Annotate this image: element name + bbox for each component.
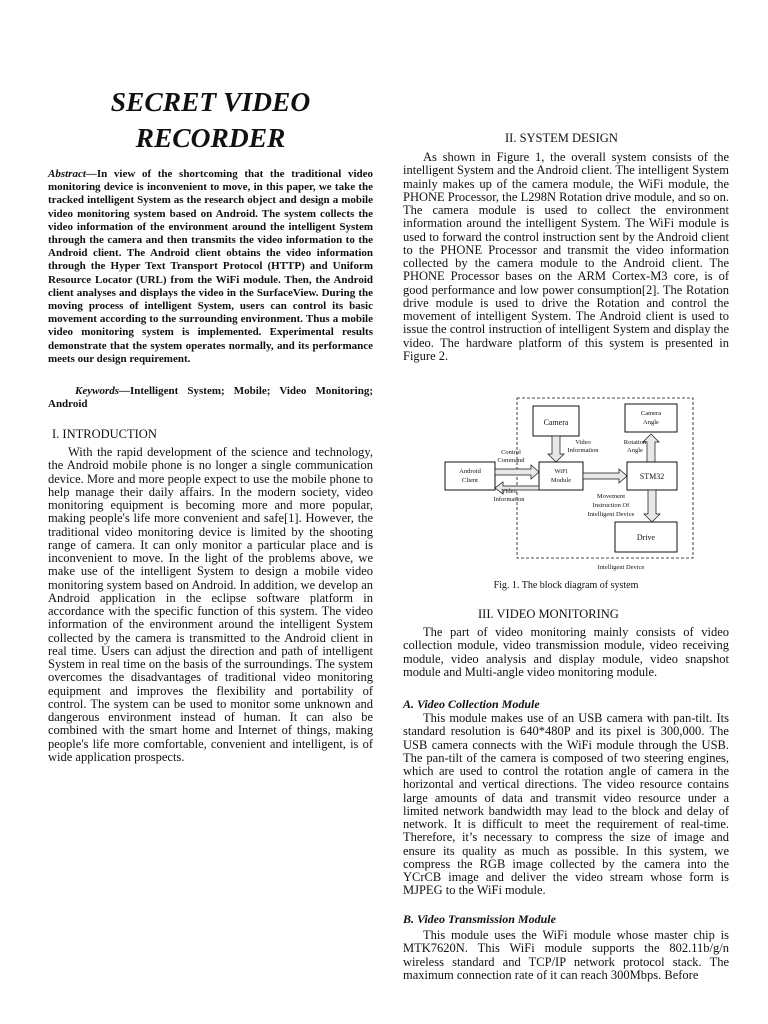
camera-label: Camera — [543, 418, 569, 427]
stm32-to-drive-arrow — [644, 490, 660, 522]
android-client-label-2: Client — [462, 477, 478, 484]
android-client-box — [445, 462, 495, 490]
system-design-text: As shown in Figure 1, the overall system consists of the intelligent System and the Android client. The intelligent System mainly makes up of the camera module, the WiFi module, the PHONE Processor, the L298N Rotation drive module, and so on. The camera module is used to collect the environment information around the intelligent System. The WiFi module is used to forward the control instruction sent by the Android client to the PHONE Processor and transmit the video information collected by the camera module to the Android client. The PHONE Processor bases on the ARM Cortex-M3 core, is of good performance and low power consumption[2]. The Rotation drive module is used to drive the Rotation and control the movement of intelligent System. The Android client is used to issue the control instruction of intelligent System and display the video. The hardware platform of this system is presented in Figure 2. — [403, 150, 729, 363]
drive-label: Drive — [636, 533, 656, 542]
wifi-module-label-1: WiFi — [554, 468, 568, 475]
video-monitoring-text: The part of video monitoring mainly consists of video collection module, video transmission module, video receiving module, video analysis and display module, video snapshot module and Multi-angle video monitoring module. — [403, 625, 729, 679]
keywords — [48, 385, 373, 411]
abstract — [48, 168, 373, 366]
android-client-label-1: Android — [459, 468, 481, 475]
video-collection-text: This module makes use of an USB camera with pan-tilt. Its standard resolution is 640*480P and its pixel is 300,000. The USB camera connects with the WiFi module through the USB. The pan-tilt of the camera is composed of two steering engines, which are used to control the rotation angle of camera in the horizontal and vertical directions. The video resource contains large amounts of data and transmit video resource under a limited network bandwidth may lead to the block and delay of network. It is difficult to meet the requirement of real-time. Therefore, it’s necessary to compress the size of image and ensure its quality as much as possible. In this system, we compress the RGB image collected by the camera into the YCrCB image and deliver the video stream whose form is MJPEG to the WiFi module. — [403, 711, 729, 898]
control-command-label-1: Control — [501, 449, 521, 456]
camera-to-wifi-arrow — [548, 436, 564, 462]
movement-label-2: Instruction Of — [592, 502, 630, 509]
subsection-heading-video-transmission: B. Video Transmission Module — [403, 912, 556, 926]
rotation-angle-label-1: Rotation — [623, 439, 647, 446]
paper-title-line2: RECORDER — [135, 122, 286, 153]
video-info2-label-1: Video — [501, 488, 517, 495]
abstract-label: Abstract— — [48, 168, 97, 180]
paper-title-line1: SECRET VIDEO — [110, 86, 311, 117]
video-info-label-1: Video — [575, 439, 591, 446]
section-heading-system-design: II. SYSTEM DESIGN — [505, 131, 618, 145]
keywords-label: Keywords — [75, 385, 119, 397]
subsection-heading-video-collection: A. Video Collection Module — [403, 697, 540, 711]
control-command-label-2: Command — [497, 457, 525, 464]
camera-angle-label-2: Angle — [643, 419, 659, 426]
keywords-text: —Intelligent System; Mobile; Video Monitoring; Android — [48, 385, 373, 411]
rotation-angle-label-2: Angle — [627, 447, 643, 454]
stm32-label: STM32 — [639, 472, 665, 481]
wifi-to-stm32-arrow — [583, 469, 627, 483]
camera-angle-label-1: Camera — [640, 410, 662, 417]
wifi-module-box — [539, 462, 583, 490]
abstract-text: In view of the shortcoming that the traditional video monitoring device is inconvenient to move, in this paper, we take the tracked intelligent System as the research object and design a mobile video monitoring system based on Android. The system collects the video information of the environment around the intelligent System through the camera and then transmits the video information to the Android client. The Android client obtains the video information through the Hyper Text Transport Protocol (HTTP) and Uniform Resource Locator (URL) from the WiFi module. Then, the Android client analyses and displays the video in the SurfaceView. During the moving process of intelligent System, users can control its basic movement according to the surrounding environment. Thus a mobile video monitoring system is implemented. Experimental results demonstrate that the system operates normally, and its performance meets our design requirement. — [48, 168, 373, 365]
block-diagram-svg — [403, 396, 729, 574]
wifi-module-label-2: Module — [550, 477, 572, 484]
movement-label-3: Intelligent Device — [587, 511, 635, 518]
video-info-label-2: Information — [567, 447, 599, 454]
video-info2-label-2: Information — [493, 496, 525, 503]
paper-title — [48, 84, 373, 156]
movement-label-1: Movement — [596, 493, 626, 500]
camera-angle-box — [625, 404, 677, 432]
intelligent-device-label: Intelligent Device — [597, 564, 645, 571]
figure-caption: Fig. 1. The block diagram of system — [493, 580, 639, 591]
section-heading-video-monitoring: III. VIDEO MONITORING — [478, 607, 619, 621]
video-transmission-text: This module uses the WiFi module whose master chip is MTK7620N. This WiFi module supports the 802.11b/g/n wireless standard and TCP/IP network protocol stack. The maximum connection rate of it can reach 300Mbps. Before — [403, 928, 729, 982]
block-diagram — [403, 396, 729, 574]
introduction-text: With the rapid development of the science and technology, the Android mobile phone is no longer a single communication device. More and more people expect to use the mobile phone to help manage their daily affairs. In the modern society, video monitoring equipment is becoming more and more popular, making people's life more convenient and safe[1]. However, the traditional video monitoring device is limited by the shooting range of camera. It can only monitor a particular place and is inconvenient to move. In the light of the problems above, we make use of the intelligent System to design a mobile video monitoring system based on Android. In addition, we develop an Android application in the eclipse software platform in accordance with the specific function of this system. The video information of the environment around the intelligent System collected by the camera is transmitted to the Android client in real time. Users can adjust the direction and path of intelligent System in real time on the basis of the surroundings. The system overcomes the disadvantages of traditional video monitoring equipment and improves the flexibility and portability of control. The system can be used to monitor some unknown and dangerous environment instead of human. It can also be combined with the smart home and Internet of things, making people's life more comfortable, convenient and intelligent, is of wide application prospects. — [48, 445, 373, 764]
section-heading-introduction: I. INTRODUCTION — [52, 427, 157, 441]
